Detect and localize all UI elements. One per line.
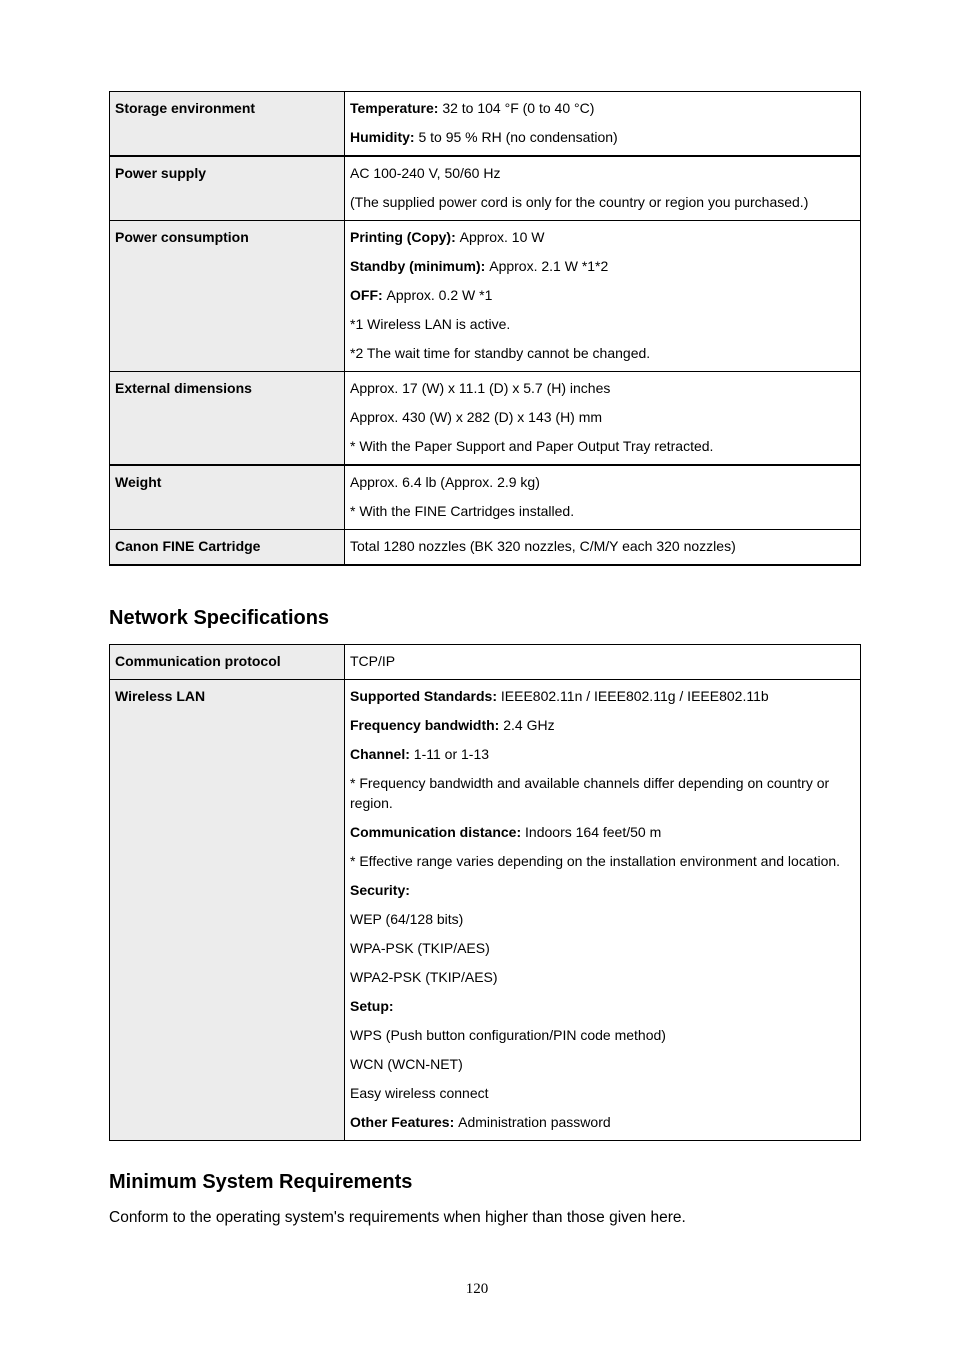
spec-label: Wireless LAN (115, 688, 206, 704)
page-number: 120 (465, 1281, 489, 1297)
spec-value-cell (345, 92, 861, 157)
spec-label: Power consumption (115, 229, 249, 245)
spec-row (110, 92, 861, 157)
spec-value-line (350, 822, 855, 842)
spec-value-line (350, 98, 855, 118)
spec-row (110, 465, 861, 530)
spec-label: Communication protocol (115, 653, 281, 669)
spec-value-text: WPA-PSK (TKIP/AES) (350, 940, 490, 956)
spec-value-text: AC 100-240 V, 50/60 Hz (350, 165, 501, 181)
spec-row (110, 221, 861, 372)
spec-value-line (350, 407, 855, 427)
minimum-system-requirements-heading: Minimum System Requirements (109, 1171, 413, 1193)
spec-value-line (350, 686, 855, 706)
spec-value-text: Approx. 6.4 lb (Approx. 2.9 kg) (350, 474, 540, 490)
spec-value-text: * Effective range varies depending on the installation environment and location. (350, 853, 841, 869)
spec-value-line (350, 651, 855, 671)
spec-value-line (350, 909, 855, 929)
spec-value-line (350, 256, 855, 276)
spec-label-cell (110, 465, 345, 530)
spec-value-text: WCN (WCN-NET) (350, 1056, 463, 1072)
spec-value-cell (345, 530, 861, 566)
spec-value-cell (345, 372, 861, 466)
spec-value-line (350, 938, 855, 958)
spec-value-text: 5 to 95 % RH (no condensation) (414, 129, 618, 145)
spec-value-key: Security: (350, 882, 410, 898)
spec-value-text: Approx. 2.1 W *1*2 (485, 258, 609, 274)
spec-row (110, 530, 861, 566)
spec-value-text: * With the Paper Support and Paper Output Tray retracted. (350, 438, 714, 454)
spec-value-text: 1-11 or 1-13 (409, 746, 490, 762)
spec-value-line (350, 192, 855, 212)
spec-label: Storage environment (115, 100, 256, 116)
spec-value-line (350, 227, 855, 247)
spec-value-line (350, 880, 855, 900)
spec-value-line (350, 378, 855, 398)
spec-value-text: WPA2-PSK (TKIP/AES) (350, 969, 498, 985)
spec-value-line (350, 127, 855, 147)
spec-value-text: TCP/IP (350, 653, 396, 669)
spec-value-line (350, 314, 855, 334)
network-specifications-heading: Network Specifications (109, 607, 330, 629)
spec-value-text: (The supplied power cord is only for the country or region you purchased.) (350, 194, 809, 210)
spec-value-line (350, 1025, 855, 1045)
spec-value-line (350, 851, 855, 871)
spec-value-cell (345, 221, 861, 372)
spec-label-cell (110, 680, 345, 1141)
spec-value-key: Communication distance: (350, 824, 522, 840)
spec-row (110, 680, 861, 1141)
spec-value-key: Temperature: (350, 100, 439, 116)
spec-value-line (350, 472, 855, 492)
spec-value-text: IEEE802.11n / IEEE802.11g / IEEE802.11b (497, 688, 769, 704)
spec-value-key: Frequency bandwidth: (350, 717, 500, 733)
spec-label-cell (110, 645, 345, 680)
spec-value-key: Standby (minimum): (350, 258, 486, 274)
spec-value-line (350, 967, 855, 987)
spec-value-key: Setup: (350, 998, 394, 1014)
spec-row (110, 645, 861, 680)
spec-value-text: Easy wireless connect (350, 1085, 489, 1101)
spec-row (110, 156, 861, 221)
spec-value-text: Approx. 0.2 W *1 (382, 287, 493, 303)
hardware-spec-table (109, 91, 861, 566)
spec-row (110, 372, 861, 466)
spec-value-line (350, 163, 855, 183)
network-spec-table (109, 644, 861, 1141)
spec-value-line (350, 996, 855, 1016)
spec-value-cell (345, 465, 861, 530)
spec-value-line (350, 715, 855, 735)
spec-value-line (350, 285, 855, 305)
spec-value-text: Total 1280 nozzles (BK 320 nozzles, C/M/Y each 320 nozzles) (350, 538, 736, 554)
spec-value-text: WPS (Push button configuration/PIN code method) (350, 1027, 666, 1043)
requirements-paragraph: Conform to the operating system's requirements when higher than those given here. (109, 1209, 686, 1226)
spec-value-line (350, 501, 855, 521)
spec-value-line (350, 744, 855, 764)
spec-label: Weight (115, 474, 162, 490)
spec-label: Power supply (115, 165, 207, 181)
spec-value-text: Approx. 10 W (455, 229, 545, 245)
spec-label-cell (110, 92, 345, 157)
spec-label-cell (110, 372, 345, 466)
spec-value-text: *1 Wireless LAN is active. (350, 316, 511, 332)
spec-value-cell (345, 645, 861, 680)
hardware-spec-table-body (110, 92, 861, 566)
spec-value-text: Indoors 164 feet/50 m (521, 824, 662, 840)
spec-value-line (350, 773, 855, 813)
spec-value-cell (345, 156, 861, 221)
spec-value-text: Approx. 17 (W) x 11.1 (D) x 5.7 (H) inches (350, 380, 611, 396)
spec-value-text: * Frequency bandwidth and available channels differ depending on country or region. (350, 775, 830, 811)
spec-value-text: Administration password (454, 1114, 611, 1130)
spec-value-line (350, 343, 855, 363)
spec-value-line (350, 1112, 855, 1132)
spec-value-line (350, 1083, 855, 1103)
spec-label: Canon FINE Cartridge (115, 538, 261, 554)
spec-value-text: WEP (64/128 bits) (350, 911, 464, 927)
spec-value-key: Humidity: (350, 129, 415, 145)
spec-value-line (350, 1054, 855, 1074)
spec-value-key: Other Features: (350, 1114, 455, 1130)
spec-value-text: 2.4 GHz (499, 717, 555, 733)
spec-label-cell (110, 530, 345, 566)
spec-value-key: Supported Standards: (350, 688, 498, 704)
spec-value-line (350, 536, 855, 556)
spec-value-text: Approx. 430 (W) x 282 (D) x 143 (H) mm (350, 409, 603, 425)
spec-value-text: * With the FINE Cartridges installed. (350, 503, 575, 519)
spec-label: External dimensions (115, 380, 252, 396)
spec-value-key: OFF: (350, 287, 383, 303)
spec-value-line (350, 436, 855, 456)
network-spec-table-body (110, 645, 861, 1141)
spec-label-cell (110, 156, 345, 221)
spec-label-cell (110, 221, 345, 372)
spec-value-key: Printing (Copy): (350, 229, 456, 245)
spec-value-text: 32 to 104 °F (0 to 40 °C) (438, 100, 595, 116)
spec-value-text: *2 The wait time for standby cannot be changed. (350, 345, 651, 361)
spec-value-cell (345, 680, 861, 1141)
spec-value-key: Channel: (350, 746, 410, 762)
